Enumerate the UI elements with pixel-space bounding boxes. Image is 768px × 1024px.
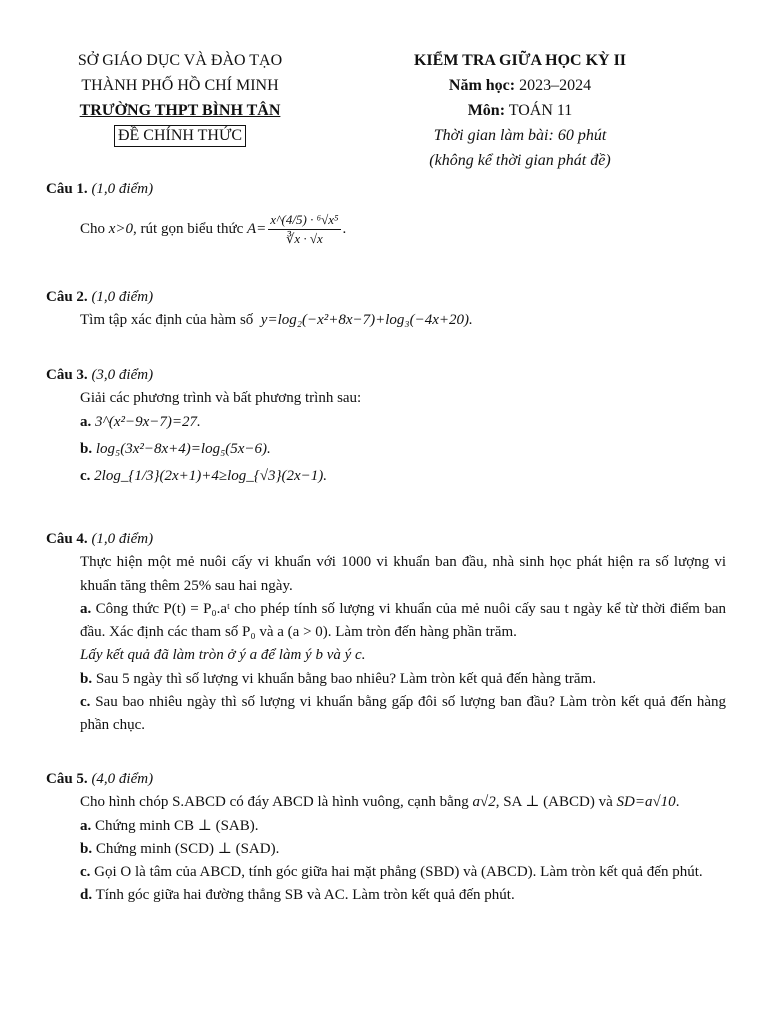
q4-intro: Thực hiện một mẻ nuôi cấy vi khuẩn với 1000 vi khuẩn ban đầu, nhà sinh học phát hiện ra số lượng vi khuẩn tăng thêm 25% sau hai ngày.	[80, 554, 726, 594]
q4-item-b	[80, 668, 726, 691]
q4-label: Câu 4.	[46, 531, 88, 547]
q4-c-label: c.	[80, 693, 91, 710]
q1-text-b: , rút gọn biểu thức	[133, 221, 244, 238]
q4-a-text: Công thức P(t) = P₀.aᵗ cho phép tính số lượng vi khuẩn của mẻ nuôi cấy sau t ngày kể từ thời điểm ban đầu. Xác định các tham số P₀ và a (a > 0). Làm tròn đến hàng phần trăm.	[80, 600, 726, 640]
q1-fraction	[268, 213, 340, 246]
question-4	[46, 528, 726, 737]
q5-d-label: d.	[80, 887, 93, 904]
q4-note: Lấy kết quả đã làm tròn ở ý a để làm ý b và ý c.	[80, 647, 366, 664]
q3-a-label: a.	[80, 413, 92, 430]
q4-b-text: Sau 5 ngày thì số lượng vi khuẩn bằng bao nhiêu? Làm tròn kết quả đến hàng trăm.	[95, 670, 596, 687]
q5-item-b	[80, 838, 726, 861]
q4-a-label: a.	[80, 600, 92, 617]
q2-body	[80, 309, 726, 332]
q3-c-label: c.	[80, 468, 91, 484]
q1-cond: x>0	[108, 221, 134, 238]
q5-a-label: a.	[80, 817, 92, 834]
dept-line2: THÀNH PHỐ HỒ CHÍ MINH	[81, 77, 279, 94]
question-3	[46, 364, 726, 488]
q1-expr-lhs: A=	[247, 221, 267, 238]
q5-item-a	[80, 815, 726, 838]
q5-intro-c: .	[675, 794, 680, 811]
q1-label: Câu 1.	[46, 181, 88, 197]
q5-b-text: Chứng minh (SCD) ⊥ (SAD).	[95, 840, 280, 857]
q5-points: (4,0 điểm)	[91, 771, 154, 787]
header-left	[40, 48, 320, 148]
subject-value: TOÁN 11	[508, 102, 573, 119]
q1-numerator: x^(4/5) · ⁶√x⁵	[268, 213, 340, 230]
q5-intro-a: Cho hình chóp S.ABCD có đáy ABCD là hình vuông, cạnh bằng	[80, 794, 469, 811]
q5-a-text: Chứng minh CB ⊥ (SAB).	[95, 817, 259, 834]
q2-label: Câu 2.	[46, 289, 88, 305]
question-2	[46, 286, 726, 333]
exam-title: KIỂM TRA GIỮA HỌC KỲ II	[413, 52, 627, 69]
q4-item-a	[80, 598, 726, 645]
q5-c-text: Gọi O là tâm của ABCD, tính góc giữa hai mặt phẳng (SBD) và (ABCD). Làm tròn kết quả đến phút.	[94, 864, 703, 880]
q5-b-label: b.	[80, 840, 93, 857]
header-right	[365, 48, 675, 173]
school-name: TRƯỜNG THPT BÌNH TÂN	[79, 102, 281, 119]
q3-item-b	[80, 438, 726, 461]
q2-points: (1,0 điểm)	[91, 289, 154, 305]
official-badge: ĐỀ CHÍNH THỨC	[114, 125, 246, 147]
subject-line	[365, 98, 675, 123]
q1-body: Cho x>0, rút gọn biểu thức A= $\frac{\text{x\textasciicircum{}(4/5) · ⁶√x⁵}}{∛x \cdot √x}$ .	[80, 212, 347, 247]
q3-item-c	[80, 465, 726, 488]
q3-b-label: b.	[80, 440, 93, 457]
dept-line1: SỞ GIÁO DỤC VÀ ĐÀO TẠO	[77, 52, 283, 69]
q5-intro	[80, 791, 726, 814]
q2-text: Tìm tập xác định của hàm số	[80, 312, 254, 329]
q3-intro: Giải các phương trình và bất phương trình sau:	[80, 390, 362, 407]
year-label: Năm học:	[448, 77, 516, 94]
q5-intro-b: , SA ⊥ (ABCD) và	[495, 794, 613, 811]
q5-side: a√2	[472, 794, 496, 811]
q4-item-c	[80, 691, 726, 738]
q1-denominator: ∛x · √x	[286, 231, 323, 247]
subject-label: Môn:	[467, 102, 506, 119]
time-note: (không kể thời gian phát đề)	[429, 152, 611, 169]
q3-points: (3,0 điểm)	[91, 367, 154, 383]
year-line	[365, 73, 675, 98]
q5-label: Câu 5.	[46, 771, 88, 787]
question-1	[46, 178, 726, 246]
q3-b-expr: log₅(3x²−8x+4)=log₅(5x−6).	[95, 440, 271, 457]
q5-item-d	[80, 884, 726, 907]
q3-a-expr: 3^(x²−9x−7)=27.	[95, 413, 201, 430]
q3-item-a	[80, 411, 726, 434]
q1-points: (1,0 điểm)	[91, 181, 154, 197]
q4-b-label: b.	[80, 670, 93, 687]
question-5	[46, 768, 726, 908]
q5-sd: SD=a√10	[616, 794, 676, 811]
time-line: Thời gian làm bài: 60 phút	[433, 127, 607, 144]
q5-d-text: Tính góc giữa hai đường thẳng SB và AC. Làm tròn kết quả đến phút.	[95, 887, 515, 904]
q3-label: Câu 3.	[46, 367, 88, 383]
q4-c-text: Sau bao nhiêu ngày thì số lượng vi khuẩn bằng gấp đôi số lượng ban đầu? Làm tròn kết quả đến hàng phần chục.	[80, 693, 727, 733]
q5-item-c	[80, 861, 726, 884]
q2-func: y=log₂(−x²+8x−7)+log₃(−4x+20).	[260, 312, 473, 329]
q3-c-expr: 2log_{1/3}(2x+1)+4≥log_{√3}(2x−1).	[94, 468, 328, 484]
year-value: 2023–2024	[519, 77, 592, 94]
q1-text-a: Cho	[80, 221, 106, 238]
q4-points: (1,0 điểm)	[91, 531, 154, 547]
q5-c-label: c.	[80, 864, 91, 880]
